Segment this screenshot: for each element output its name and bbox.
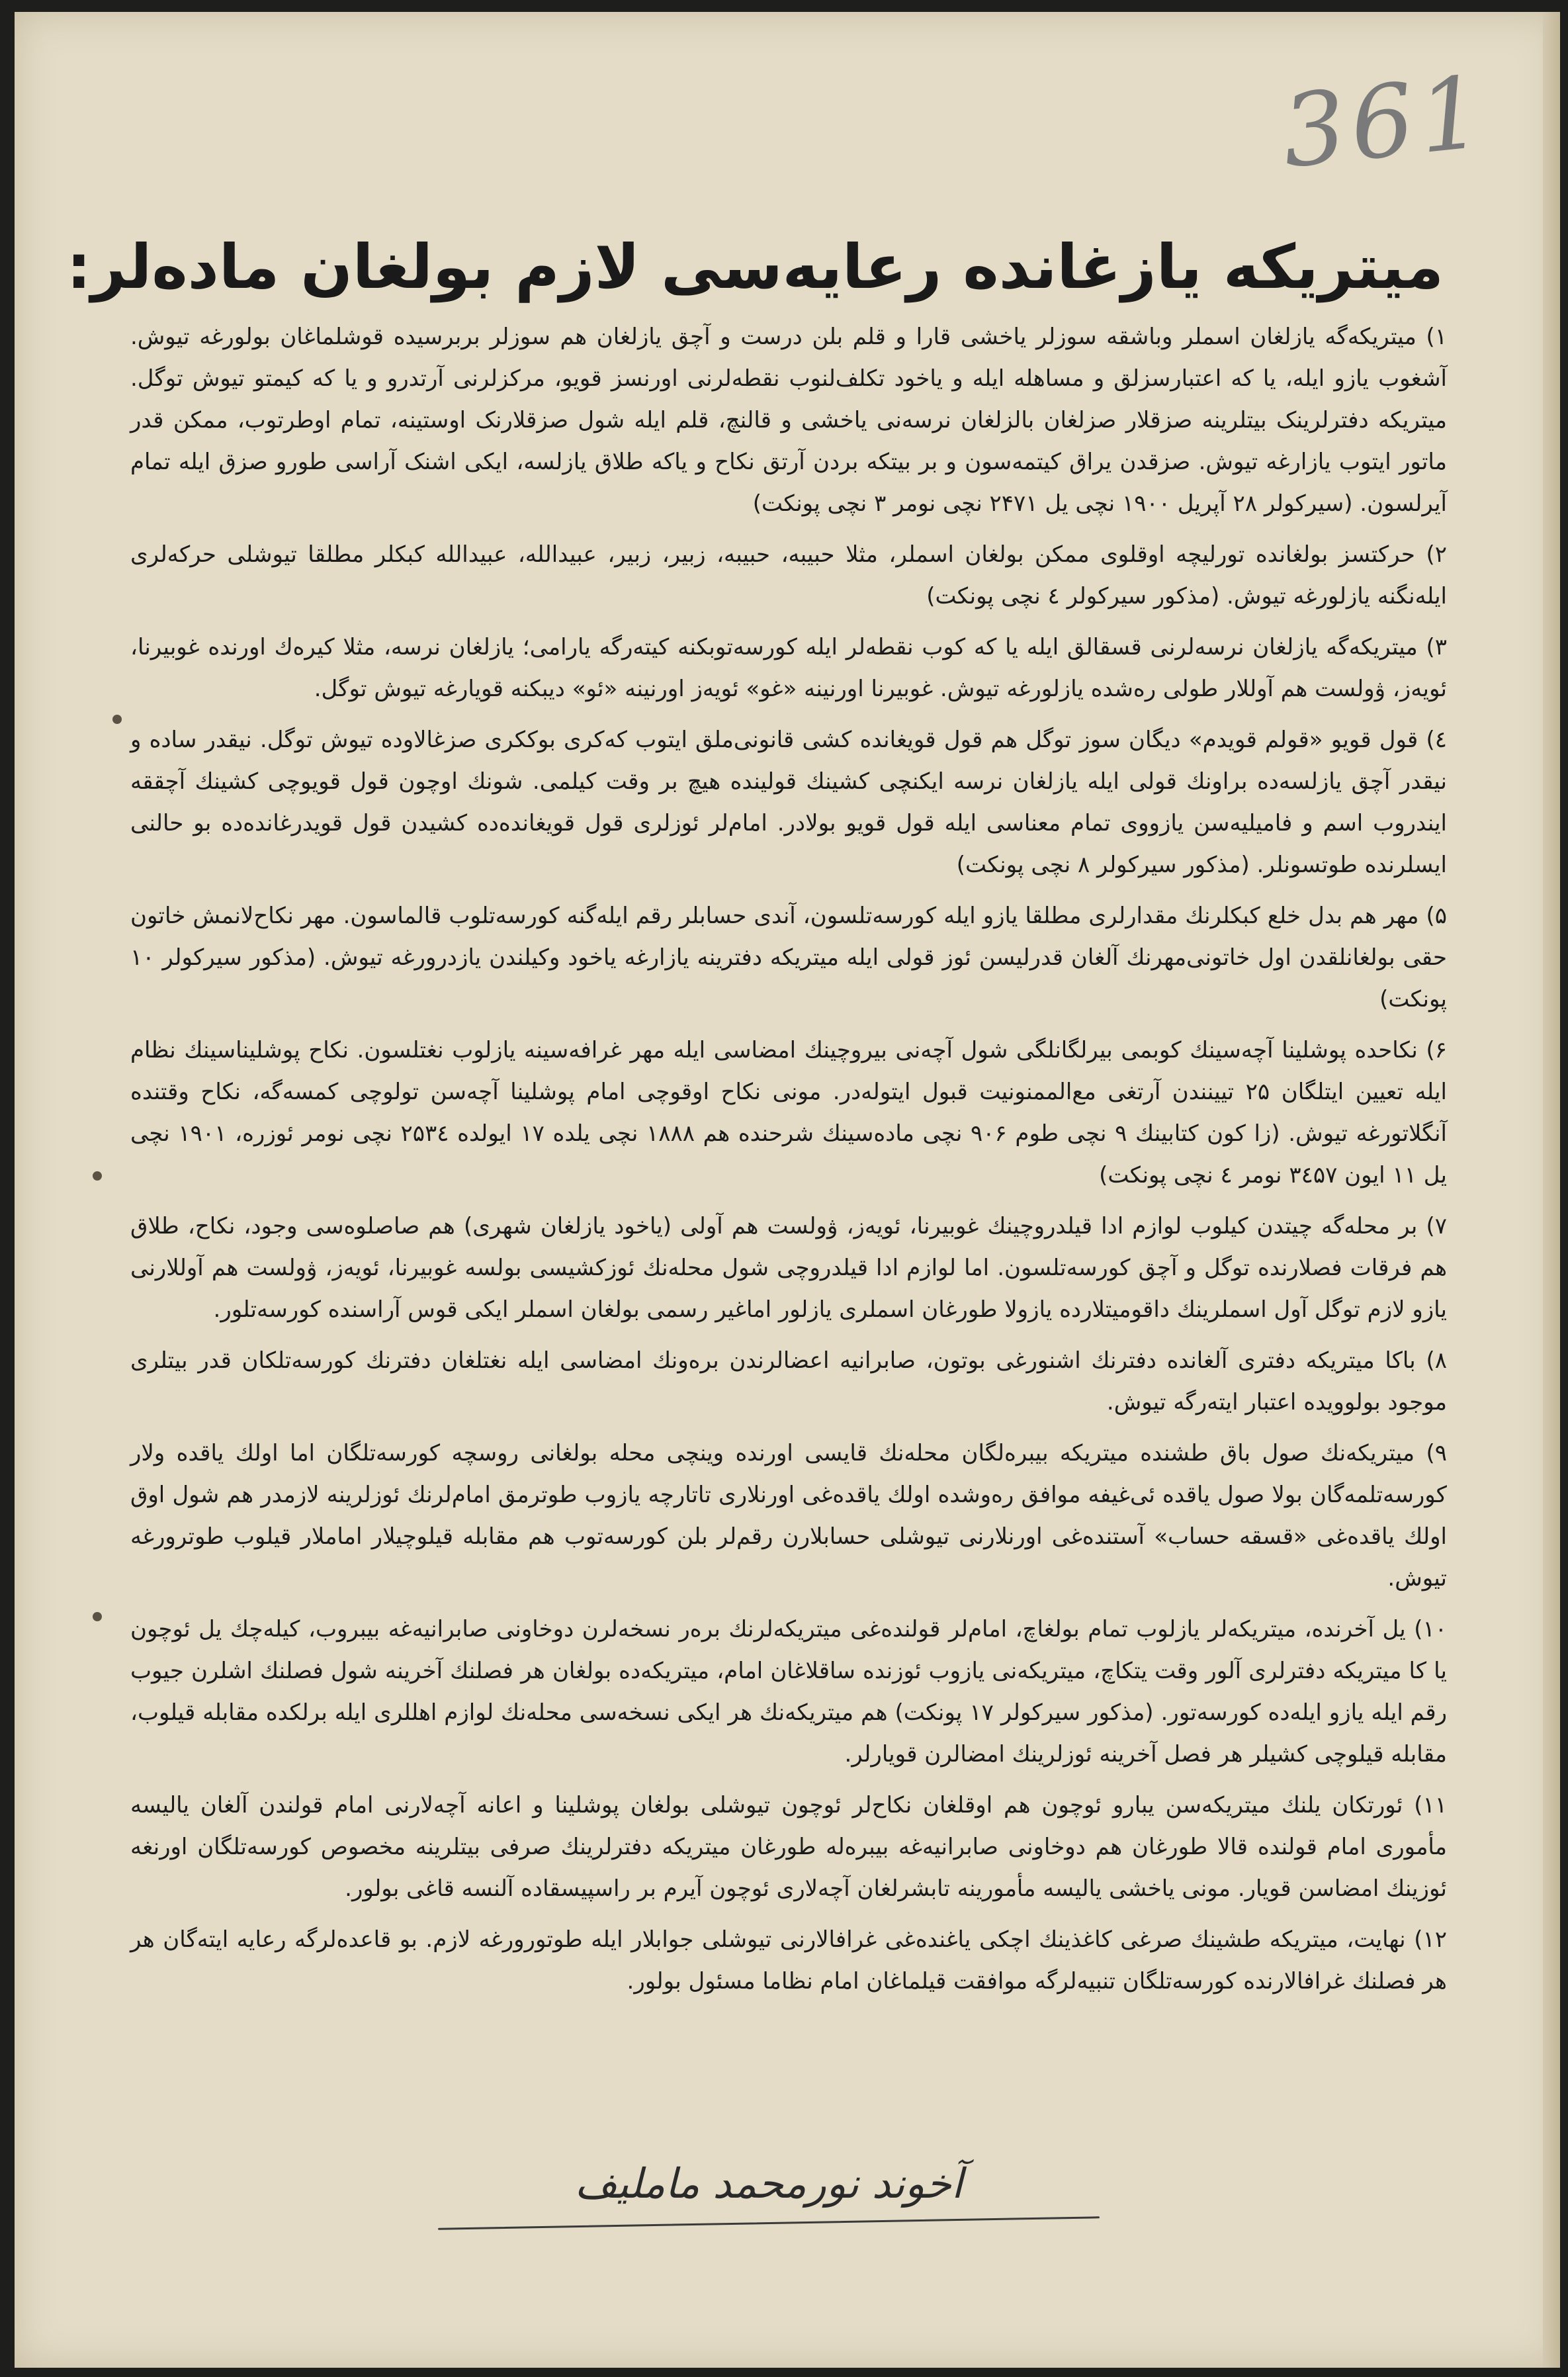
- document-body: [130, 316, 1447, 2012]
- paragraph-11: ۱۱) ئورتکان یلنك میتریکه‌سن یبارو ئوچون هم اوقلغان نکاح‌لر ئوچون تیوشلی بولغان پوشلینا و اعانه آچه‌لارنی امام قولندن آلغان یالیسه مأموری امام قولنده قالا طورغان هم دوخاونی صابرانیه‌غه بیبره‌له طورغان میتریکه دفترلرینك صرفی بیتلرینه مخصوص کورسه‌تلگان اورنغه ئوزینك امضاسن قویار. مونی یاخشی یالیسه مأمورینه تابشرلغان آچه‌لاری ئوچون آیرم بر راسپیسقاده آلنسه قاغی بولور.: [130, 1792, 1447, 1902]
- paragraph-10: ۱۰) یل آخرنده، میتریکه‌لر یازلوب تمام بولغاچ، امام‌لر قولنده‌غی میتریکه‌لرنك بره‌ر نسخه‌لرن دوخاونی صابرانیه‌غه بیبروب، کیله‌چك یل ئوچون یا کا میتریکه دفترلری آلور وقت یتکاچ، میتریکه‌نی یازوب ئوزنده ساقلاغان امام، میتریکه‌ده بولغان هر فصلنك آخرینه شول فصلنك اشلرن جیوب رقم ایله یازو ایله‌ده کورسه‌تور. (مذکور سیرکولر ۱۷ پونکت) هم میتریکه‌نك هر ایکی نسخه‌سی محله‌نك لوازم اهللری ایله برلکده مقابله قیلوب، مقابله قیلوچی کشیلر هر فصل آخرینه ئوزلرینك امضالرن قویارلر.: [130, 1616, 1447, 1768]
- paragraph-1: ۱) میتریکه‌گه یازلغان اسملر وباشقه سوزلر یاخشی قارا و قلم بلن درست و آچق یازلغان هم سوزلر بربرسیده قوشلماغان بولورغه تیوش. آشغوب یازو ایله، یا که اعتبارسزلق و مساهله ایله و یاخود تکلف‌لنوب نقطه‌لرنی اورنسز قویو، مرکزلرنی آرتدرو و یا که کیمتو تیوش توگل. میتریکه دفترلرینک بیتلرینه صزقلار صزلغان بالزلغان نرسه‌نی یاخشی و قالنچ، قلم ایله شول صزقلارنک اوستینه، تمام اوطرتوب، ممکن قدر ماتور ایتوب یازارغه تیوش. صزقدن یراق کیتمه‌سون و بر بیتکه بردن آرتق نکاح و یاکه طلاق یازلسه، ایکی اشنک آراسی طورو صزق ایله تمام آیرلسون. (سیرکولر ۲۸ آپریل ۱۹۰۰ نچی یل ۲۴۷۱ نچی نومر ۳ نچی پونکت): [130, 324, 1447, 517]
- binding-hole: [93, 1612, 102, 1621]
- paragraph-3: ۳) میتریکه‌گه یازلغان نرسه‌لرنی قسقالق ایله یا که کوب نقطه‌لر ایله کورسه‌توبکنه کیته‌رگه یارامی؛ یازلغان نرسه، مثلا کیره‌ك اورنده غوبیرنا، ئویه‌ز، ۋولست هم آوللار طولی ره‌شده یازلورغه تیوش. غوبیرنا اورنینه «غو» ئویه‌ز اورنینه «ئو» دیبکنه قویارغه تیوش توگل.: [130, 634, 1447, 702]
- document-page: [15, 12, 1560, 2368]
- binding-hole: [112, 715, 122, 724]
- paragraph-12: ۱۲) نهایت، میتریکه طشینك صرغی کاغذینك اچکی یاغنده‌غی غرافالارنی تیوشلی جوابلار ایله طوتورورغه لازم. بو قاعده‌لرگه رعایه ایته‌گان هر هر فصلنك غرافالارنده کورسه‌تلگان تنبیه‌لرگه موافقت قیلماغان امام نظاما مسئول بولور.: [130, 1926, 1447, 1995]
- handwritten-page-number: 361: [1276, 54, 1493, 191]
- paragraph-7: ۷) بر محله‌گه چیتدن کیلوب لوازم ادا قیلدروچینك غوبیرنا، ئویه‌ز، ۋولست هم آولی (یاخود یازلغان شهری) هم صاصلوه‌سی وجود، نکاح، طلاق هم فرقات فصلارنده توگل و آچق کورسه‌تلسون. اما لوازم ادا قیلدروچی شول محله‌نك ئوزکشیسی بولسه غوبیرنا، ئویه‌ز، ۋولست هم آوللارنی یازو لازم توگل آول اسملرینك داقومیتلارده یازولا طورغان اسملری یازلور اماغیر رسمی بولغان اسملر ایکی قوس آراسنده کورسه‌تلور.: [130, 1213, 1447, 1323]
- paragraph-2: ۲) حرکتسز بولغانده تورلیچه اوقلوی ممکن بولغان اسملر، مثلا حبیبه، حبیبه، زبیر، زبیر، عبیدالله، عبیدالله کبکلر مطلقا تیوشلی حرکه‌لری ایله‌نگنه یازلورغه تیوش. (مذکور سیرکولر ٤ نچی پونکت): [130, 541, 1447, 609]
- document-title: میتریکه یازغانده رعایه‌سی لازم بولغان ماده‌لر:: [66, 231, 1444, 302]
- paragraph-5: ۵) مهر هم بدل خلع کبکلرنك مقدارلری مطلقا یازو ایله کورسه‌تلسون، آندی حسابلر رقم ایله‌گنه کورسه‌تلوب قالماسون. مهر نکاح‌لانمش خاتون حقی بولغانلقدن اول خاتونی‌مهرنك آلغان قدرلیسن ئوز قولی ایله میتریکه دفترینه یازارغه یاخود وکیلندن یازدرورغه تیوش. (مذکور سیرکولر ۱۰ پونکت): [130, 903, 1447, 1012]
- paragraph-8: ۸) باکا میتریکه دفتری آلغانده دفترنك اشنورغی بوتون، صابرانیه اعضالرندن بره‌ونك امضاسی ایله نغتلغان دفترنك کورسه‌تلکان قدر بیتلری موجود بولوویده اعتبار ایته‌رگه تیوش.: [130, 1347, 1447, 1415]
- paragraph-4: ٤) قول قویو «قولم قویدم» دیگان سوز توگل هم قول قویغانده کشی قانونی‌ملق ایتوب که‌کری بوککری صزغالاوده تیوش توگل. نیقدر ساده و نیقدر آچق یازلسه‌ده براونك قولی ایله یازلغان نرسه ایکنچی کشینك قولینده هیچ بر وقت کیلمی. شونك اوچون قول قویوچی کشینك آچققه ایندروب اسم و فامیلیه‌سن یازووی تمام معناسی ایله قول قویو بولادر. امام‌لر ئوزلری قول قویغانده‌ده کشیدن قول قویدرغانده‌ده بو حالنی ایسلرنده طوتسونلر. (مذکور سیرکولر ۸ نچی پونکت): [130, 727, 1447, 878]
- paragraph-6: ۶) نکاحده پوشلینا آچه‌سینك کوبمی بیرلگانلگی شول آچه‌نی بیروچینك امضاسی ایله مهر غرافه‌سینه یازلوب نغتلسون. نکاح پوشلیناسینك نظام ایله تعیین ایتلگان ۲۵ تیینندن آرتغی مع‌الممنونیت قبول ایتوله‌در. مونی نکاح اوقوچی امام پوشلینا آچه‌سن تولوچی کمسه‌گه، نکاح وقتنده آنگلاتورغه تیوش. (زا کون کتابینك ۹ نچی طوم ۹۰۶ نچی ماده‌سینك شرحنده هم ۱۸۸۸ نچی یلده ۱۷ ایولده ۲۵۳٤ نچی نومر ئوزره، ۱۹۰۱ نچی یل ۱۱ ایون ۳٤۵۷ نومر ٤ نچی پونکت): [130, 1037, 1447, 1188]
- handwritten-signature: آخوند نورمحمد ماملیف: [574, 2159, 963, 2208]
- signature-underline: [438, 2216, 1100, 2229]
- binding-hole: [93, 1171, 102, 1181]
- page-edge: [1543, 12, 1560, 2368]
- paragraph-9: ۹) میتریکه‌نك صول باق طشنده میتریکه بیبره‌لگان محله‌نك قایسی اورنده وینچی محله بولغانی روسچه کورسه‌تلگان اما اولك یاقده‌ ولار کورسه‌تلمه‌گان بولا صول یاقده ئی‌غیفه موافق ره‌وشده اولك یاقده‌غی اورنلاری تاتارچه یازوب طوترمق امام‌لرنك ئوزلرینه لازمدر هم شول اوق اولك یاقده‌غی «قسقه حساب» آستنده‌غی اورنلارنی تیوشلی حسابلارن رقم‌لر بلن کورسه‌توب هم مقابله قیلوچیلار اماملار قیلوب طوترورغه تیوش.: [130, 1440, 1447, 1592]
